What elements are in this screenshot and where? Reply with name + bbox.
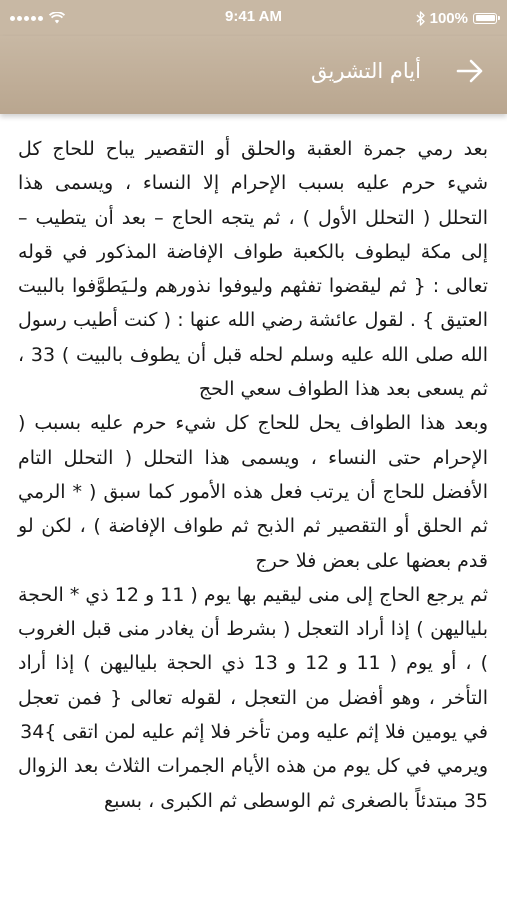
status-time: 9:41 AM [225,8,282,25]
article-paragraph: ويرمي في كل يوم من هذه الأيام الجمرات الثلاث بعد الزوال 35 مبتدئاً بالصغرى ثم الوسطى ثم الكبرى ، بسبع [18,755,488,812]
article-paragraph: وبعد هذا الطواف يحل للحاج كل شيء حرم عليه بسبب ( الإحرام حتى النساء ، ويسمى هذا التحلل ( التحلل التام الأفضل للحاج أن يرتب فعل هذه الأمور كما سبق ( * الرمي ثم الحلق أو التقصير ثم الذبح ثم طواف الإفاضة ) ، لكن لو قدم بعضها على بعض فلا حرج [18,412,488,572]
battery-icon [473,13,497,24]
article-paragraph: بعد رمي جمرة العقبة والحلق أو التقصير يباح للحاج كل شيء حرم عليه بسبب الإحرام إلا النساء ، ويسمى هذا التحلل ( التحلل الأول ) ، ثم يتجه الحاج – بعد أن يتطيب – إلى مكة ليطوف بالكعبة طواف الإفاضة المذكور في قوله تعالى : { ثم ليقضوا تفثهم وليوفوا نذورهم ولـيَطوَّفوا بالبيت العتيق } . لقول عائشة رضي الله عنها : ( كنت أطيب رسول الله صلى الله عليه وسلم لحله قبل أن يطوف بالبيت ) 33 ، ثم يسعى بعد هذا الطواف سعي الحج [18,138,488,401]
page-title: أيام التشريق [310,59,421,83]
status-right-group [416,8,497,28]
back-button[interactable] [455,56,485,86]
status-bar [0,0,507,36]
navigation-bar [0,36,507,114]
bluetooth-icon [416,11,425,26]
article-content [18,132,488,818]
article-paragraph: ثم يرجع الحاج إلى منى ليقيم بها يوم ( 11 و 12 ذي * الحجة بلياليهن ) إذا أراد التعجل ( بشرط أن يغادر منى قبل الغروب ) ، أو يوم ( 11 و 12 و 13 ذي الحجة بلياليهن ) إذا أراد التأخر ، وهو أفضل من التعجل ، لقوله تعالى { فمن تعجل في يومين فلا إثم عليه ومن تأخر فلا إثم عليه لمن اتقى }34 [18,583,488,744]
arrow-right-icon [455,56,485,86]
battery-percentage: 100% [429,9,468,27]
